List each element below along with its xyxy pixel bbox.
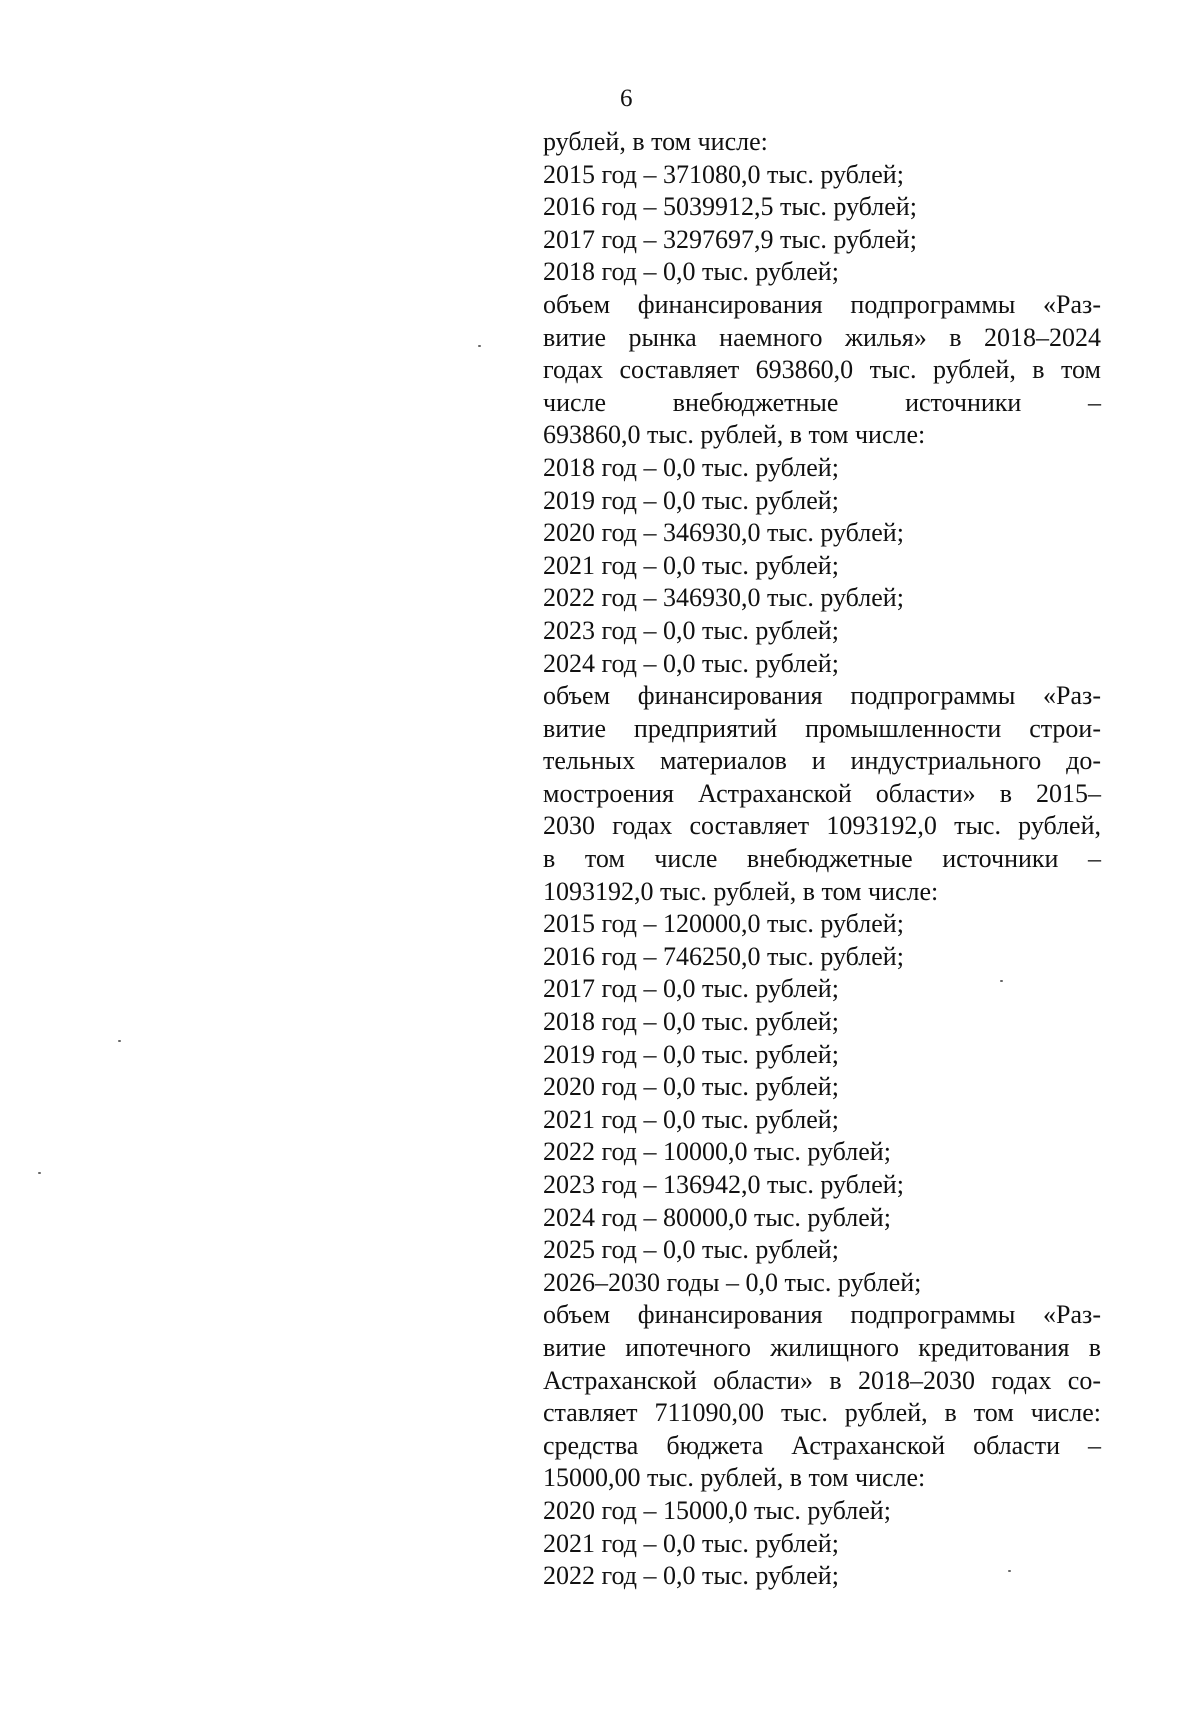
document-line: 2019 год – 0,0 тыс. рублей; xyxy=(543,485,839,515)
document-line: 2021 год – 0,0 тыс. рублей; xyxy=(543,1528,839,1558)
document-line: 2016 год – 5039912,5 тыс. рублей; xyxy=(543,192,917,222)
document-body xyxy=(543,126,1101,1593)
document-line: 2018 год – 0,0 тыс. рублей; xyxy=(543,1007,839,1037)
document-line: мостроения Астраханской области» в 2015– xyxy=(543,778,1101,808)
document-line: числе внебюджетные источники – xyxy=(543,387,1101,417)
document-line: 2020 год – 15000,0 тыс. рублей; xyxy=(543,1495,891,1525)
scan-speck xyxy=(38,1172,41,1174)
document-line: 2024 год – 80000,0 тыс. рублей; xyxy=(543,1202,891,1232)
document-line: 2020 год – 346930,0 тыс. рублей; xyxy=(543,518,904,548)
document-line: витие рынка наемного жилья» в 2018–2024 xyxy=(543,322,1101,352)
document-line: 693860,0 тыс. рублей, в том числе: xyxy=(543,420,926,450)
document-line: 2023 год – 136942,0 тыс. рублей; xyxy=(543,1170,904,1199)
document-line: рублей, в том числе: xyxy=(543,127,768,156)
document-line: 2020 год – 0,0 тыс. рублей; xyxy=(543,1072,839,1102)
document-line: 2024 год – 0,0 тыс. рублей; xyxy=(543,648,839,678)
document-line: 2021 год – 0,0 тыс. рублей; xyxy=(543,1104,839,1134)
document-line: 2030 годах составляет 1093192,0 тыс. рублей, xyxy=(543,811,1101,841)
document-line: тельных материалов и индустриального до- xyxy=(543,746,1101,776)
document-line: витие ипотечного жилищного кредитования в xyxy=(543,1332,1101,1362)
page-number: 6 xyxy=(620,85,633,112)
document-line: 2017 год – 0,0 тыс. рублей; xyxy=(543,974,839,1004)
document-line: витие предприятий промышленности строи- xyxy=(543,713,1101,743)
document-line: 2015 год – 371080,0 тыс. рублей; xyxy=(543,159,904,189)
scan-speck xyxy=(478,345,481,347)
document-line: объем финансирования подпрограммы «Раз- xyxy=(543,1300,1101,1330)
document-line: ставляет 711090,00 тыс. рублей, в том числе: xyxy=(543,1398,1101,1428)
document-line: 2015 год – 120000,0 тыс. рублей; xyxy=(543,909,904,939)
document-line: 2016 год – 746250,0 тыс. рублей; xyxy=(543,941,904,971)
document-line: 2022 год – 346930,0 тыс. рублей; xyxy=(543,583,904,613)
document-line: 2018 год – 0,0 тыс. рублей; xyxy=(543,257,839,287)
document-line: в том числе внебюджетные источники – xyxy=(543,844,1101,874)
document-line: 2021 год – 0,0 тыс. рублей; xyxy=(543,550,839,580)
scan-speck xyxy=(118,1040,121,1042)
document-line: 1093192,0 тыс. рублей, в том числе: xyxy=(543,876,939,906)
document-line: Астраханской области» в 2018–2030 годах со- xyxy=(543,1365,1101,1395)
document-line: 2023 год – 0,0 тыс. рублей; xyxy=(543,615,839,645)
document-line: 2017 год – 3297697,9 тыс. рублей; xyxy=(543,224,917,254)
document-line: объем финансирования подпрограммы «Раз- xyxy=(543,289,1101,319)
document-line: 2026–2030 годы – 0,0 тыс. рублей; xyxy=(543,1267,922,1297)
document-line: 15000,00 тыс. рублей, в том числе: xyxy=(543,1463,926,1493)
document-line: 2019 год – 0,0 тыс. рублей; xyxy=(543,1039,839,1069)
document-line: объем финансирования подпрограммы «Раз- xyxy=(543,681,1101,711)
document-line: 2022 год – 10000,0 тыс. рублей; xyxy=(543,1137,891,1167)
scan-speck xyxy=(1000,980,1003,982)
document-line: 2018 год – 0,0 тыс. рублей; xyxy=(543,452,839,482)
document-line: средства бюджета Астраханской области – xyxy=(543,1430,1101,1460)
document-line: 2022 год – 0,0 тыс. рублей; xyxy=(543,1561,839,1591)
document-line: 2025 год – 0,0 тыс. рублей; xyxy=(543,1235,839,1265)
document-line: годах составляет 693860,0 тыс. рублей, в том xyxy=(543,355,1101,385)
scan-speck xyxy=(1008,1570,1011,1572)
